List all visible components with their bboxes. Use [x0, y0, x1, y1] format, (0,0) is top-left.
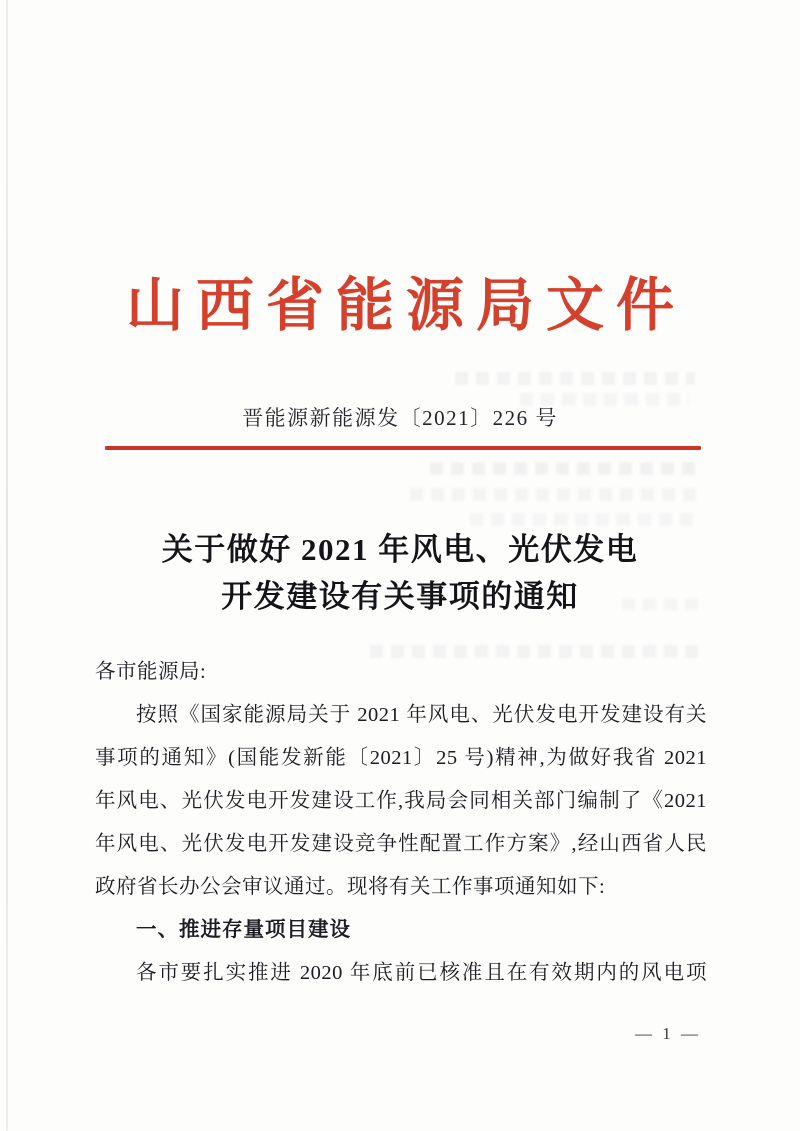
paragraph-1-line-4: 年风电、光伏发电开发建设竞争性配置工作方案》,经山西省人民 [95, 833, 707, 855]
document-title-line-1: 关于做好 2021 年风电、光伏发电 [161, 532, 639, 567]
section-1-heading: 一、推进存量项目建设 [136, 919, 351, 941]
bleed-through-artifact [430, 462, 700, 475]
paragraph-1-line-5: 政府省长办公会审议通过。现将有关工作事项通知如下: [95, 876, 606, 898]
red-separator-rule [105, 446, 701, 450]
paragraph-1-line-2: 事项的通知》(国能发新能〔2021〕25 号)精神,为做好我省 2021 [95, 747, 707, 769]
paragraph-1-line-1: 按照《国家能源局关于 2021 年风电、光伏发电开发建设有关 [136, 704, 707, 726]
document-reference-number: 晋能源新能源发〔2021〕226 号 [242, 406, 558, 430]
agency-header-banner: 山西省能源局文件 [125, 273, 686, 338]
bleed-through-artifact [455, 372, 695, 385]
salutation: 各市能源局: [95, 661, 207, 683]
paragraph-2-line-1: 各市要扎实推进 2020 年底前已核准且在有效期内的风电项 [136, 962, 707, 984]
document-body [95, 651, 707, 995]
document-title-line-2: 开发建设有关事项的通知 [221, 579, 579, 614]
paragraph-1-line-3: 年风电、光伏发电开发建设工作,我局会同相关部门编制了《2021 [95, 790, 707, 812]
bleed-through-artifact [410, 488, 700, 501]
document-title [0, 526, 800, 620]
page-number: — 1 — [635, 1024, 701, 1043]
bleed-through-artifact [470, 513, 700, 526]
